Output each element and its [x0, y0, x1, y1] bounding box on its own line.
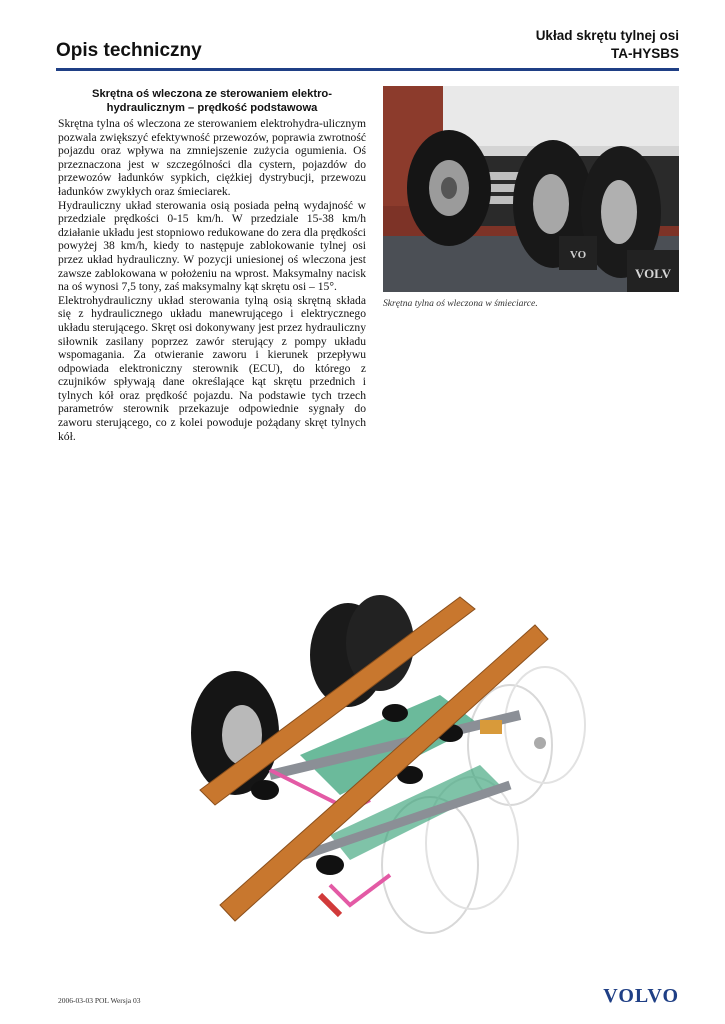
document-subtitle — [536, 27, 679, 63]
section-heading-line-1: Skrętna oś wleczona ze sterowaniem elektro- — [92, 88, 332, 100]
photo-caption: Skrętna tylna oś wleczona w śmieciarce. — [383, 298, 538, 309]
mudflap-text-left: VO — [569, 249, 587, 261]
volvo-logo: VOLVO — [603, 985, 679, 1007]
truck-axle-photo — [383, 86, 679, 292]
subtitle-line-1: Układ skrętu tylnej osi — [535, 28, 679, 43]
page-title: Opis techniczny — [56, 40, 202, 61]
document-footer-info: 2006-03-03 POL Wersja 03 — [58, 996, 141, 1005]
paragraph-1: Skrętna tylna oś wleczona ze sterowaniem elektrohydra-ulicznym pozwala zwiększyć efektywność przewozów, poprawia zwrotność pojazdu oraz wpływa na zmniejszenie zużycia ogumienia. Oś przeznaczona jest w szczególności dla cystern, pojazdów do przewozów ładunków sypkich, ciężkiej dystrybucji, przewozu ładunków zwykłych oraz śmieciarek. — [58, 117, 366, 198]
header-rule — [56, 68, 679, 71]
section-heading — [58, 88, 366, 115]
axle-chassis-diagram — [180, 585, 600, 960]
mudflap-text-right: VOLV — [634, 266, 672, 281]
paragraph-2: Hydrauliczny układ sterowania osią posiada pełną wydajność w przedziale prędkości 0-15 km/h. W przedziale 15-38 km/h działanie układu jest stopniowo redukowane do zera dla prędkości powyżej 38 km/h, kiedy to następuje zablokowanie tylnej osi przez układ hydrauliczny. W pozycji uniesionej oś wleczona jest zawsze zablokowana w położeniu na wprost. Maksymalny nacisk na oś wynosi 7,5 tony, zaś maksymalny kąt skrętu osi – 15°. — [58, 198, 366, 294]
paragraph-3: Elektrohydrauliczny układ sterowania tylną osią skrętną składa się z hydraulicznego układu manewrującego i elektrycznego układu sterującego. Skręt osi dokonywany jest przez hydrauliczny siłownik zasilany poprzez zawór sterujący z pompy układu wspomagania. Za otwieranie zaworu i kierunek przepływu odpowiada elektroniczny sterownik (ECU), do którego z czujników spływają dane określające kąt skrętu przednich i tylnych kół oraz prędkość pojazdu. Na podstawie tych trzech parametrów sterownik przekazuje odpowiednie sygnały do zaworu sterującego, co z kolei powoduje pożądany skręt tylnych kół. — [58, 293, 366, 443]
subtitle-line-2: TA-HYSBS — [610, 46, 679, 61]
section-heading-line-2: hydraulicznym – prędkość podstawowa — [106, 101, 318, 114]
truck-photo-illustration — [383, 86, 679, 292]
body-text — [58, 117, 366, 443]
axle-diagram-illustration — [180, 585, 600, 960]
